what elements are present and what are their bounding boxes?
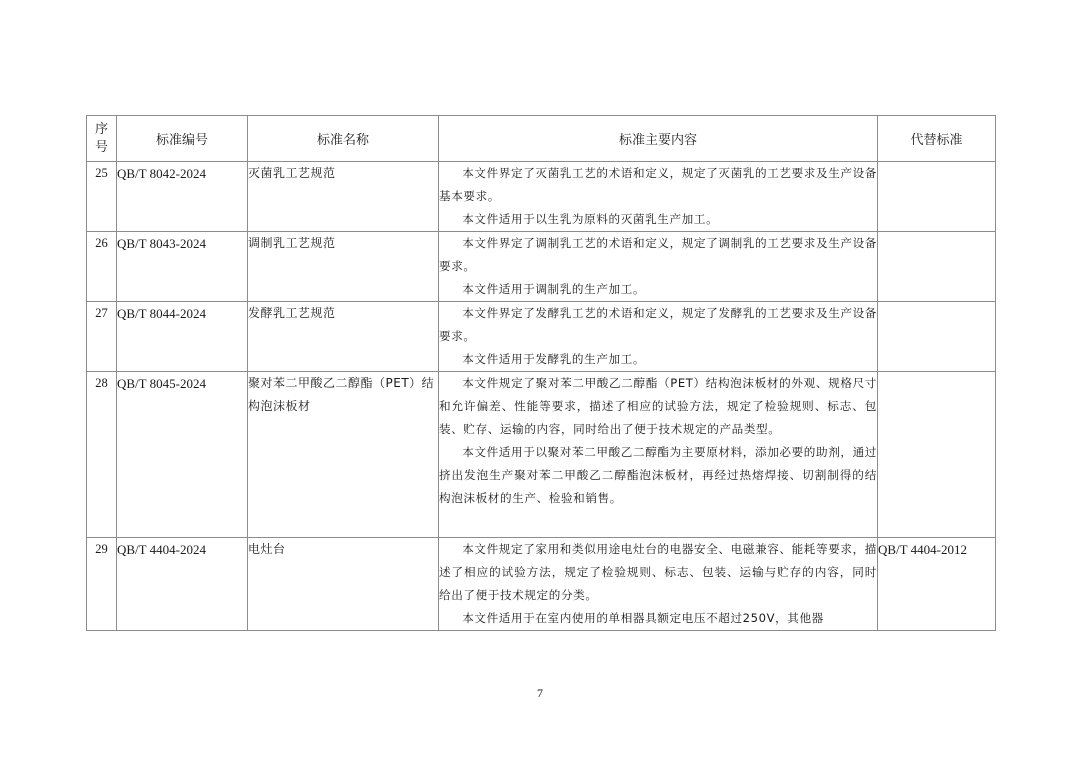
content-paragraph: 本文件规定了聚对苯二甲酸乙二醇酯（PET）结构泡沫板材的外观、规格尺寸和允许偏差、性能等要求，描述了相应的试验方法，规定了检验规则、标志、包装、贮存、运输的内容，同时给出了便于技术规定的产品类型。 — [439, 376, 877, 436]
row-content — [439, 302, 878, 372]
row-name: 调制乳工艺规范 — [248, 232, 439, 302]
row-code: QB/T 8043-2024 — [117, 232, 248, 302]
row-name: 灭菌乳工艺规范 — [248, 162, 439, 232]
row-content — [439, 538, 878, 631]
content-paragraph: 本文件适用于以生乳为原料的灭菌乳生产加工。 — [462, 212, 719, 226]
row-content — [439, 372, 878, 538]
content-paragraph: 本文件适用于发酵乳的生产加工。 — [462, 352, 646, 366]
row-replaces — [878, 372, 996, 538]
row-code: QB/T 4404-2024 — [117, 538, 248, 631]
standards-table — [86, 115, 996, 631]
content-paragraph: 本文件适用于以聚对苯二甲酸乙二醇酯为主要原材料，添加必要的助剂，通过挤出发泡生产聚对苯二甲酸乙二醇酯泡沫板材，再经过热熔焊接、切割制得的结构泡沫板材的生产、检验和销售。 — [439, 445, 877, 505]
row-content — [439, 232, 878, 302]
row-replaces — [878, 232, 996, 302]
table-row — [87, 232, 996, 302]
row-replaces: QB/T 4404-2012 — [878, 538, 996, 631]
row-code: QB/T 8045-2024 — [117, 372, 248, 538]
row-seq: 25 — [87, 162, 117, 232]
table-row — [87, 302, 996, 372]
table-header-row — [87, 116, 996, 162]
row-replaces — [878, 162, 996, 232]
content-paragraph: 本文件规定了家用和类似用途电灶台的电器安全、电磁兼容、能耗等要求，描述了相应的试验方法，规定了检验规则、标志、包装、运输与贮存的内容，同时给出了便于技术规定的分类。 — [439, 542, 877, 602]
content-paragraph: 本文件适用于在室内使用的单相器具额定电压不超过250V，其他器 — [462, 611, 824, 625]
page-number: 7 — [537, 686, 543, 700]
row-seq: 26 — [87, 232, 117, 302]
row-content — [439, 162, 878, 232]
content-paragraph: 本文件界定了灭菌乳工艺的术语和定义，规定了灭菌乳的工艺要求及生产设备基本要求。 — [439, 166, 877, 203]
table-row — [87, 162, 996, 232]
row-seq: 29 — [87, 538, 117, 631]
table-row — [87, 372, 996, 538]
header-name: 标准名称 — [248, 116, 439, 162]
row-name: 聚对苯二甲酸乙二醇酯（PET）结构泡沫板材 — [248, 372, 439, 538]
row-seq: 28 — [87, 372, 117, 538]
header-content: 标准主要内容 — [439, 116, 878, 162]
content-paragraph: 本文件界定了发酵乳工艺的术语和定义，规定了发酵乳的工艺要求及生产设备要求。 — [439, 306, 877, 343]
header-seq-label: 序号 — [94, 121, 108, 155]
row-name: 发酵乳工艺规范 — [248, 302, 439, 372]
row-seq: 27 — [87, 302, 117, 372]
row-replaces — [878, 302, 996, 372]
table-row — [87, 538, 996, 631]
header-replaces: 代替标准 — [878, 116, 996, 162]
row-name: 电灶台 — [248, 538, 439, 631]
header-code: 标准编号 — [117, 116, 248, 162]
content-paragraph: 本文件适用于调制乳的生产加工。 — [462, 282, 646, 296]
row-code: QB/T 8042-2024 — [117, 162, 248, 232]
row-code: QB/T 8044-2024 — [117, 302, 248, 372]
content-paragraph: 本文件界定了调制乳工艺的术语和定义，规定了调制乳的工艺要求及生产设备要求。 — [439, 236, 877, 273]
header-seq — [87, 116, 117, 162]
